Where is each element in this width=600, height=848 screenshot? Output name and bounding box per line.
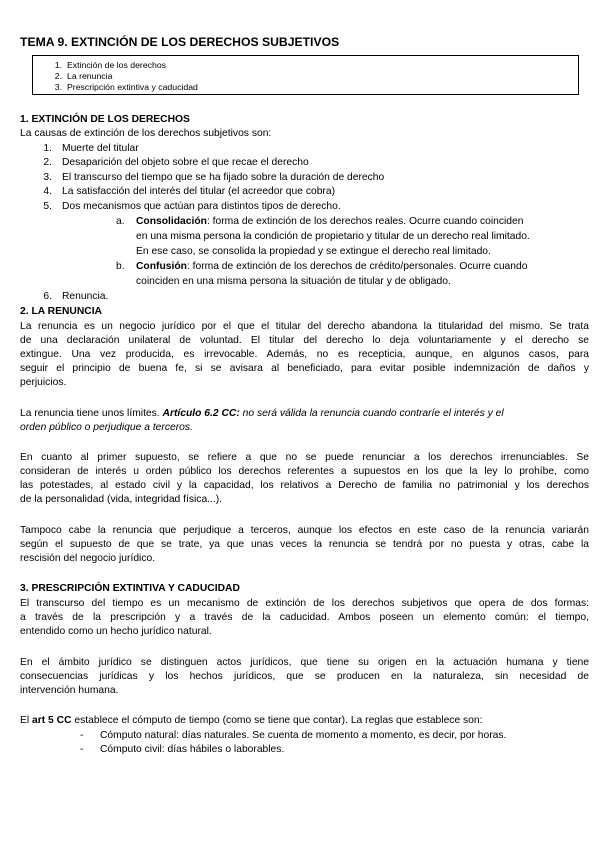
computo-pre: El [20,715,33,726]
paragraph-line: El transcurso del tiempo es un mecanismo de extinción de los derechos subjetivos que opera de dos formas: [20,598,589,609]
sub-item-b [116,260,527,274]
list-item [38,156,309,170]
paragraph-line: intervención humana. [20,685,119,696]
list-text: Renuncia. [62,291,109,302]
list-number: 6. [43,291,52,302]
list-item [38,142,139,156]
toc-item [43,81,198,95]
list-number: 1. [43,143,52,154]
article-quote: no será válida la renuncia cuando contraríe el interés y el [239,408,504,419]
list-text: La satisfacción del interés del titular (el acreedor que cobra) [62,186,336,197]
sub-text-line: en una misma persona la condición de propietario y titular de un derecho real limitado. [136,231,530,242]
paragraph-line: En el ámbito jurídico se distinguen actos jurídicos, que tiene su origen en la actuación humana y tiene [20,657,589,668]
list-number: 4. [43,186,52,197]
sub-text: : forma de extinción de los derechos de crédito/personales. Ocurre cuando [186,261,528,272]
paragraph-line: las potestades, al estado civil y la capacidad, los relativos a Derecho de familia no patrimonial y los derechos [20,480,589,491]
list-item [38,200,341,214]
sub-letter: b. [116,261,125,272]
limits-line [20,407,504,421]
article-ref: Artículo 6.2 CC: [162,408,240,419]
list-item [38,290,108,304]
list-number: 5. [43,201,52,212]
term-confusion: Confusión [136,261,187,272]
toc-label: La renuncia [67,71,113,81]
list-number: 3. [43,172,52,183]
sub-text: : forma de extinción de los derechos reales. Ocurre cuando coinciden [206,216,524,227]
list-text: Dos mecanismos que actúan para distintos tipos de derecho. [62,201,341,212]
paragraph-line: según el supuesto de que se trate, ya que unas veces la renuncia se tendrá por no puesta y otras, cabe la [20,539,589,550]
paragraph-line: consecuencias jurídicas y los hechos jurídicos, que se producen en la naturaleza, sin necesidad de [20,671,589,682]
paragraph-line: rescisión del negocio jurídico. [20,553,156,564]
toc-number: 2. [54,71,62,81]
section-1-intro: La causas de extinción de los derechos subjetivos son: [20,128,272,139]
table-of-contents [32,55,579,95]
list-number: 2. [43,157,52,168]
paragraph-line: entendido como un hecho jurídico natural. [20,626,212,637]
sub-text-line: En ese caso, se consolida la propiedad y se extingue el derecho real limitado. [136,246,491,257]
paragraph-line: En cuanto al primer supuesto, se refiere a que no se puede renunciar a los derechos irrenunciables. Se [20,452,589,463]
paragraph-line: de una declaración unilateral de voluntad. El titular del derecho lo deja voluntariamente y el derecho se [20,335,589,346]
paragraph-line: a través de la prescripción y a través de la caducidad. Ambos poseen un elemento común: el tiempo, [20,612,589,623]
paragraph-line: seguir el principio de buena fe, si se avisara al beneficiado, para evitar posible indemnización de daños y [20,363,589,374]
paragraph-line: consideran de interés u orden público los derechos referentes a supuestos en los que la ley lo prohíbe, como [20,466,589,477]
sub-item-a [116,215,523,229]
computo-post: establece el cómputo de tiempo (como se tiene que contar). La reglas que establece son: [71,715,483,726]
section-2-heading: 2. LA RENUNCIA [20,306,102,317]
toc-number: 1. [54,60,62,70]
computo-intro [20,714,483,728]
document-title: TEMA 9. EXTINCIÓN DE LOS DERECHOS SUBJETIVOS [20,35,340,49]
section-3-heading: 3. PRESCRIPCIÓN EXTINTIVA Y CADUCIDAD [20,583,240,594]
paragraph-line: extingue. Una vez producida, es irrevocable. Además, no es recepticia, aunque, en algunos casos, para [20,349,589,360]
list-item [38,171,384,185]
sub-letter: a. [116,216,125,227]
section-1-heading: 1. EXTINCIÓN DE LOS DERECHOS [20,114,190,125]
term-consolidacion: Consolidación [136,216,207,227]
bullet-dash: - [80,730,84,741]
sub-text-line: coinciden en una misma persona la situación de titular y de obligado. [136,276,451,287]
bullet-item [80,729,506,743]
toc-label: Extinción de los derechos [67,60,166,70]
bullet-dash: - [80,744,84,755]
limits-intro: La renuncia tiene unos límites. [20,408,163,419]
bullet-text: Cómputo civil: días hábiles o laborables. [100,744,285,755]
paragraph-line: La renuncia es un negocio jurídico por el que el titular del derecho abandona la titularidad del mismo. Se trata [20,321,589,332]
list-text: El transcurso del tiempo que se ha fijado sobre la duración de derecho [62,172,385,183]
paragraph-line: perjuicios. [20,377,67,388]
list-text: Desaparición del objeto sobre el que recae el derecho [62,157,309,168]
article-ref: art 5 CC [32,715,72,726]
list-item [38,185,335,199]
toc-number: 3. [54,82,62,92]
toc-label: Prescripción extintiva y caducidad [67,82,198,92]
bullet-text: Cómputo natural: días naturales. Se cuenta de momento a momento, es decir, por horas. [100,730,507,741]
paragraph-line: Tampoco cabe la renuncia que perjudique a terceros, aunque los efectos en este caso de la renuncia variarán [20,525,589,536]
article-quote-cont: orden público o perjudique a terceros. [20,422,193,433]
bullet-item [80,743,284,757]
paragraph-line: de la personalidad (vida, integridad física...). [20,494,223,505]
list-text: Muerte del titular [62,143,139,154]
